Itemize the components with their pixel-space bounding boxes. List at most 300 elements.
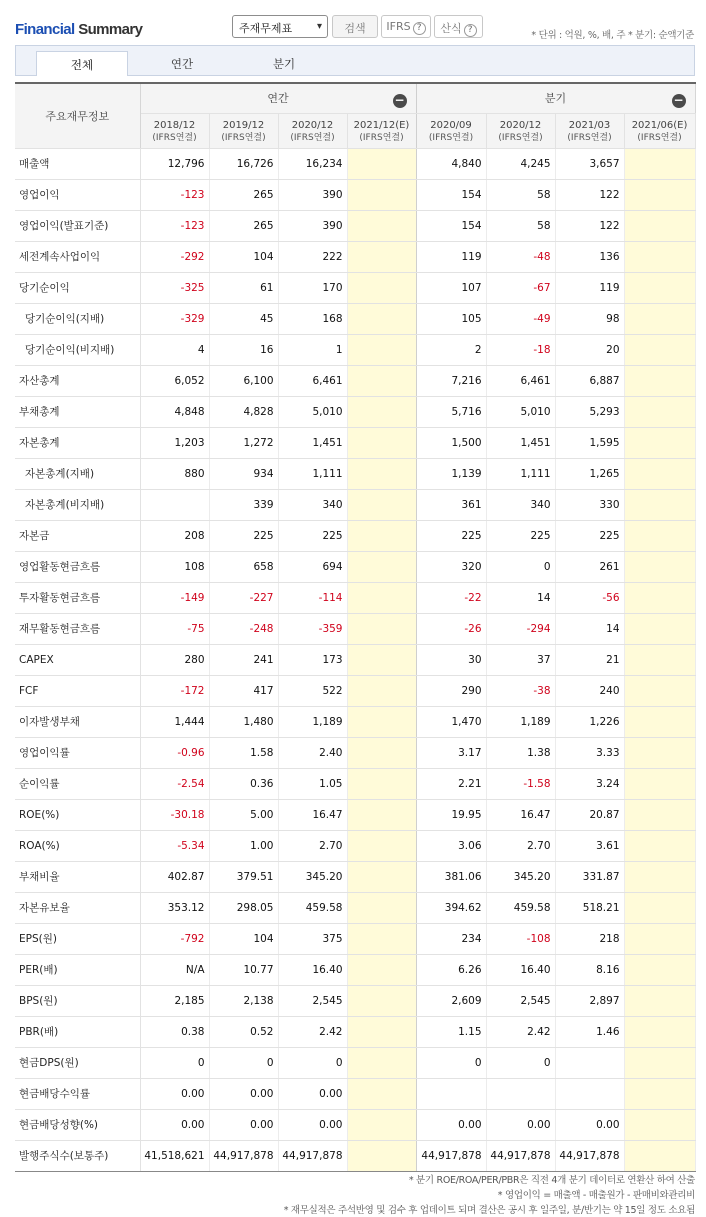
value-cell: 1,272 bbox=[209, 427, 278, 458]
value-cell: 58 bbox=[486, 179, 555, 210]
value-cell: 154 bbox=[416, 210, 486, 241]
table-row bbox=[15, 613, 695, 644]
value-cell: 339 bbox=[209, 489, 278, 520]
table-row bbox=[15, 892, 695, 923]
table-row bbox=[15, 1140, 695, 1171]
value-cell: 265 bbox=[209, 179, 278, 210]
value-cell bbox=[555, 1047, 624, 1078]
value-cell: 0.00 bbox=[140, 1078, 209, 1109]
table-row bbox=[15, 148, 695, 179]
value-cell: 1,139 bbox=[416, 458, 486, 489]
estimate-cell bbox=[347, 210, 416, 241]
value-cell: 0.36 bbox=[209, 768, 278, 799]
value-cell: 0 bbox=[209, 1047, 278, 1078]
help-icon[interactable]: ? bbox=[464, 24, 477, 37]
help-icon[interactable]: ? bbox=[413, 22, 426, 35]
value-cell: 1,203 bbox=[140, 427, 209, 458]
value-cell: 225 bbox=[555, 520, 624, 551]
table-row bbox=[15, 551, 695, 582]
value-cell: 16.47 bbox=[486, 799, 555, 830]
table-row bbox=[15, 241, 695, 272]
value-cell: -1.58 bbox=[486, 768, 555, 799]
table-row bbox=[15, 768, 695, 799]
value-cell: 1.58 bbox=[209, 737, 278, 768]
unit-note: * 단위 : 억원, %, 배, 주 * 분기: 순액기준 bbox=[531, 30, 694, 41]
value-cell: 0 bbox=[486, 1047, 555, 1078]
value-cell: 240 bbox=[555, 675, 624, 706]
value-cell: 390 bbox=[278, 179, 347, 210]
value-cell: 298.05 bbox=[209, 892, 278, 923]
value-cell: 330 bbox=[555, 489, 624, 520]
value-cell: 8.16 bbox=[555, 954, 624, 985]
value-cell: 98 bbox=[555, 303, 624, 334]
value-cell: 225 bbox=[278, 520, 347, 551]
estimate-cell bbox=[624, 1047, 695, 1078]
value-cell: 3.61 bbox=[555, 830, 624, 861]
value-cell: -2.54 bbox=[140, 768, 209, 799]
value-cell: 340 bbox=[278, 489, 347, 520]
value-cell: 0.52 bbox=[209, 1016, 278, 1047]
main-info-header: 주요재무정보 bbox=[15, 83, 140, 148]
estimate-cell bbox=[624, 1140, 695, 1171]
row-label[interactable]: BPS(원) bbox=[15, 985, 140, 1016]
footnote: * 재무실적은 주석반영 및 검수 후 업데이트 되며 결산은 공시 후 일주일, 분/반기는 약 15일 정도 소요됨 bbox=[283, 1205, 695, 1216]
estimate-cell bbox=[624, 551, 695, 582]
value-cell: -227 bbox=[209, 582, 278, 613]
table-row bbox=[15, 489, 695, 520]
value-cell: 1 bbox=[278, 334, 347, 365]
period-basis: (IFRS연결) bbox=[359, 132, 404, 143]
value-cell: 2.40 bbox=[278, 737, 347, 768]
tab-annual[interactable]: 연간 bbox=[170, 57, 194, 71]
table-row bbox=[15, 861, 695, 892]
value-cell: 1,189 bbox=[278, 706, 347, 737]
row-label[interactable]: 영업이익률 bbox=[15, 737, 140, 768]
value-cell: 225 bbox=[416, 520, 486, 551]
value-cell: 241 bbox=[209, 644, 278, 675]
row-label[interactable]: 당기순이익 bbox=[15, 272, 140, 303]
value-cell: 1,451 bbox=[486, 427, 555, 458]
title-second-word: Summary bbox=[78, 21, 143, 38]
estimate-cell bbox=[624, 241, 695, 272]
value-cell: 0.00 bbox=[209, 1078, 278, 1109]
value-cell: 261 bbox=[555, 551, 624, 582]
estimate-cell bbox=[624, 613, 695, 644]
value-cell: 390 bbox=[278, 210, 347, 241]
value-cell: 658 bbox=[209, 551, 278, 582]
value-cell: 14 bbox=[486, 582, 555, 613]
row-label[interactable]: 현금DPS(원) bbox=[15, 1047, 140, 1078]
value-cell: 0.00 bbox=[486, 1109, 555, 1140]
formula-button[interactable] bbox=[434, 15, 483, 38]
value-cell: 1,265 bbox=[555, 458, 624, 489]
value-cell: 381.06 bbox=[416, 861, 486, 892]
table-row bbox=[15, 303, 695, 334]
value-cell: 459.58 bbox=[278, 892, 347, 923]
value-cell: -123 bbox=[140, 210, 209, 241]
value-cell: 19.95 bbox=[416, 799, 486, 830]
statement-type-select[interactable] bbox=[232, 15, 328, 38]
table-row bbox=[15, 396, 695, 427]
period-basis: (IFRS연결) bbox=[152, 132, 197, 143]
table-row bbox=[15, 1047, 695, 1078]
value-cell: 340 bbox=[486, 489, 555, 520]
value-cell: -30.18 bbox=[140, 799, 209, 830]
estimate-cell bbox=[347, 1140, 416, 1171]
estimate-cell bbox=[624, 334, 695, 365]
period-label: 2019/12 bbox=[222, 119, 265, 131]
value-cell: 16,726 bbox=[209, 148, 278, 179]
row-label[interactable]: 당기순이익(지배) bbox=[15, 303, 140, 334]
value-cell: 1,500 bbox=[416, 427, 486, 458]
row-label[interactable]: EPS(원) bbox=[15, 923, 140, 954]
row-label[interactable]: 세전계속사업이익 bbox=[15, 241, 140, 272]
estimate-cell bbox=[624, 1016, 695, 1047]
estimate-cell bbox=[624, 396, 695, 427]
row-label[interactable]: 이자발생부채 bbox=[15, 706, 140, 737]
value-cell: 0 bbox=[486, 551, 555, 582]
row-label[interactable]: CAPEX bbox=[15, 644, 140, 675]
estimate-cell bbox=[624, 272, 695, 303]
estimate-cell bbox=[347, 241, 416, 272]
value-cell: 0.00 bbox=[209, 1109, 278, 1140]
statement-type-value: 주재무제표 bbox=[239, 22, 293, 35]
value-cell: 1,111 bbox=[278, 458, 347, 489]
row-label[interactable]: 영업이익(발표기준) bbox=[15, 210, 140, 241]
estimate-cell bbox=[347, 954, 416, 985]
value-cell: -359 bbox=[278, 613, 347, 644]
estimate-cell bbox=[624, 861, 695, 892]
value-cell: -325 bbox=[140, 272, 209, 303]
row-label[interactable]: 자산총계 bbox=[15, 365, 140, 396]
row-label[interactable]: 영업이익 bbox=[15, 179, 140, 210]
period-label: 2018/12 bbox=[153, 119, 196, 131]
estimate-cell bbox=[347, 799, 416, 830]
value-cell: 6,100 bbox=[209, 365, 278, 396]
value-cell: 1.05 bbox=[278, 768, 347, 799]
value-cell: 1.46 bbox=[555, 1016, 624, 1047]
row-label[interactable]: 부채비율 bbox=[15, 861, 140, 892]
estimate-cell bbox=[347, 489, 416, 520]
table-row bbox=[15, 334, 695, 365]
value-cell: 20.87 bbox=[555, 799, 624, 830]
value-cell: 0 bbox=[278, 1047, 347, 1078]
value-cell: 394.62 bbox=[416, 892, 486, 923]
value-cell: 16,234 bbox=[278, 148, 347, 179]
value-cell bbox=[140, 489, 209, 520]
row-label[interactable]: 순이익률 bbox=[15, 768, 140, 799]
value-cell: 6.26 bbox=[416, 954, 486, 985]
value-cell: 170 bbox=[278, 272, 347, 303]
value-cell: 5,010 bbox=[278, 396, 347, 427]
value-cell: 2,609 bbox=[416, 985, 486, 1016]
row-label[interactable]: 투자활동현금흐름 bbox=[15, 582, 140, 613]
table-row bbox=[15, 427, 695, 458]
value-cell bbox=[555, 1078, 624, 1109]
value-cell: 5.00 bbox=[209, 799, 278, 830]
value-cell: 104 bbox=[209, 923, 278, 954]
value-cell: -49 bbox=[486, 303, 555, 334]
period-header bbox=[555, 113, 624, 148]
ifrs-label: IFRS bbox=[386, 20, 411, 33]
row-label[interactable]: 당기순이익(비지배) bbox=[15, 334, 140, 365]
estimate-cell bbox=[347, 148, 416, 179]
value-cell: 58 bbox=[486, 210, 555, 241]
value-cell: 5,010 bbox=[486, 396, 555, 427]
value-cell: 14 bbox=[555, 613, 624, 644]
period-header bbox=[486, 113, 555, 148]
value-cell: 16.40 bbox=[278, 954, 347, 985]
row-label[interactable]: 현금배당수익률 bbox=[15, 1078, 140, 1109]
estimate-cell bbox=[347, 1047, 416, 1078]
value-cell: 122 bbox=[555, 210, 624, 241]
collapse-quarter-icon[interactable]: − bbox=[673, 93, 684, 107]
value-cell: 417 bbox=[209, 675, 278, 706]
value-cell: 2,185 bbox=[140, 985, 209, 1016]
estimate-cell bbox=[624, 148, 695, 179]
table-row bbox=[15, 1016, 695, 1047]
value-cell: -172 bbox=[140, 675, 209, 706]
table-row bbox=[15, 830, 695, 861]
value-cell: 44,917,878 bbox=[555, 1140, 624, 1171]
row-label[interactable]: ROA(%) bbox=[15, 830, 140, 861]
row-label[interactable]: 매출액 bbox=[15, 148, 140, 179]
table-row bbox=[15, 210, 695, 241]
value-cell: 105 bbox=[416, 303, 486, 334]
value-cell: 2 bbox=[416, 334, 486, 365]
value-cell: 5,293 bbox=[555, 396, 624, 427]
value-cell: 518.21 bbox=[555, 892, 624, 923]
estimate-cell bbox=[347, 520, 416, 551]
value-cell: 345.20 bbox=[278, 861, 347, 892]
value-cell: -108 bbox=[486, 923, 555, 954]
value-cell: 522 bbox=[278, 675, 347, 706]
table-row bbox=[15, 985, 695, 1016]
value-cell: 6,887 bbox=[555, 365, 624, 396]
value-cell: 2.21 bbox=[416, 768, 486, 799]
value-cell: 290 bbox=[416, 675, 486, 706]
value-cell: 4,848 bbox=[140, 396, 209, 427]
value-cell: 3.17 bbox=[416, 737, 486, 768]
estimate-cell bbox=[624, 365, 695, 396]
collapse-annual-icon[interactable]: − bbox=[394, 93, 405, 107]
tab-all[interactable]: 전체 bbox=[36, 51, 128, 76]
estimate-cell bbox=[624, 737, 695, 768]
value-cell: -294 bbox=[486, 613, 555, 644]
estimate-cell bbox=[347, 892, 416, 923]
value-cell: 16 bbox=[209, 334, 278, 365]
table-row bbox=[15, 1109, 695, 1140]
row-label[interactable]: FCF bbox=[15, 675, 140, 706]
value-cell: 12,796 bbox=[140, 148, 209, 179]
period-basis: (IFRS연결) bbox=[567, 132, 612, 143]
period-label: 2021/06(E) bbox=[631, 119, 688, 131]
value-cell: 44,917,878 bbox=[486, 1140, 555, 1171]
period-basis: (IFRS연결) bbox=[290, 132, 335, 143]
value-cell: -123 bbox=[140, 179, 209, 210]
value-cell: 0.00 bbox=[140, 1109, 209, 1140]
estimate-cell bbox=[624, 768, 695, 799]
estimate-cell bbox=[624, 582, 695, 613]
period-basis: (IFRS연결) bbox=[498, 132, 543, 143]
value-cell: 30 bbox=[416, 644, 486, 675]
estimate-cell bbox=[347, 613, 416, 644]
value-cell: 1,451 bbox=[278, 427, 347, 458]
value-cell: N/A bbox=[140, 954, 209, 985]
value-cell: 16.47 bbox=[278, 799, 347, 830]
value-cell: -18 bbox=[486, 334, 555, 365]
value-cell: 3.24 bbox=[555, 768, 624, 799]
value-cell: 402.87 bbox=[140, 861, 209, 892]
row-label[interactable]: 재무활동현금흐름 bbox=[15, 613, 140, 644]
period-tabs bbox=[15, 45, 695, 76]
estimate-cell bbox=[624, 458, 695, 489]
row-label[interactable]: 자본유보율 bbox=[15, 892, 140, 923]
period-basis: (IFRS연결) bbox=[428, 132, 474, 143]
value-cell: 353.12 bbox=[140, 892, 209, 923]
value-cell: 173 bbox=[278, 644, 347, 675]
period-header bbox=[209, 113, 278, 148]
value-cell: 1,226 bbox=[555, 706, 624, 737]
value-cell: 0.00 bbox=[278, 1109, 347, 1140]
value-cell: 3.33 bbox=[555, 737, 624, 768]
value-cell: -48 bbox=[486, 241, 555, 272]
estimate-cell bbox=[347, 923, 416, 954]
value-cell: -38 bbox=[486, 675, 555, 706]
row-label[interactable]: 자본총계(지배) bbox=[15, 458, 140, 489]
value-cell: 136 bbox=[555, 241, 624, 272]
value-cell bbox=[416, 1078, 486, 1109]
value-cell: 222 bbox=[278, 241, 347, 272]
value-cell: 5,716 bbox=[416, 396, 486, 427]
estimate-cell bbox=[347, 706, 416, 737]
value-cell: 1,189 bbox=[486, 706, 555, 737]
estimate-cell bbox=[624, 210, 695, 241]
value-cell: 7,216 bbox=[416, 365, 486, 396]
value-cell: -248 bbox=[209, 613, 278, 644]
value-cell: 21 bbox=[555, 644, 624, 675]
value-cell: -114 bbox=[278, 582, 347, 613]
chevron-down-icon: ▾ bbox=[316, 21, 322, 32]
estimate-cell bbox=[347, 396, 416, 427]
estimate-cell bbox=[347, 861, 416, 892]
value-cell: -22 bbox=[416, 582, 486, 613]
estimate-cell bbox=[624, 489, 695, 520]
estimate-cell bbox=[347, 768, 416, 799]
estimate-cell bbox=[624, 1078, 695, 1109]
estimate-cell bbox=[624, 675, 695, 706]
table-row bbox=[15, 644, 695, 675]
search-button[interactable]: 검색 bbox=[332, 15, 378, 38]
table-row bbox=[15, 737, 695, 768]
value-cell: 45 bbox=[209, 303, 278, 334]
value-cell: 10.77 bbox=[209, 954, 278, 985]
value-cell: -67 bbox=[486, 272, 555, 303]
row-label[interactable]: 자본총계(비지배) bbox=[15, 489, 140, 520]
value-cell: 4,840 bbox=[416, 148, 486, 179]
value-cell: 61 bbox=[209, 272, 278, 303]
estimate-cell bbox=[347, 985, 416, 1016]
value-cell: 1.15 bbox=[416, 1016, 486, 1047]
estimate-cell bbox=[347, 427, 416, 458]
row-label[interactable]: 영업활동현금흐름 bbox=[15, 551, 140, 582]
value-cell: 107 bbox=[416, 272, 486, 303]
row-label[interactable]: 부채총계 bbox=[15, 396, 140, 427]
estimate-cell bbox=[347, 334, 416, 365]
estimate-cell bbox=[347, 303, 416, 334]
value-cell: 694 bbox=[278, 551, 347, 582]
period-label: 2021/12(E) bbox=[353, 119, 410, 131]
value-cell: 37 bbox=[486, 644, 555, 675]
table-row bbox=[15, 799, 695, 830]
value-cell: 1,480 bbox=[209, 706, 278, 737]
value-cell: 320 bbox=[416, 551, 486, 582]
table-row bbox=[15, 365, 695, 396]
estimate-cell bbox=[347, 1078, 416, 1109]
value-cell: 345.20 bbox=[486, 861, 555, 892]
period-label: 2021/03 bbox=[568, 119, 611, 131]
value-cell: 0.00 bbox=[416, 1109, 486, 1140]
row-label[interactable]: 발행주식수(보통주) bbox=[15, 1140, 140, 1171]
estimate-cell bbox=[347, 365, 416, 396]
value-cell: 4,245 bbox=[486, 148, 555, 179]
estimate-cell bbox=[347, 675, 416, 706]
estimate-cell bbox=[624, 923, 695, 954]
value-cell: 44,917,878 bbox=[416, 1140, 486, 1171]
value-cell: -5.34 bbox=[140, 830, 209, 861]
footnotes bbox=[284, 1173, 695, 1217]
value-cell: 1,470 bbox=[416, 706, 486, 737]
tab-quarterly[interactable]: 분기 bbox=[272, 57, 296, 71]
value-cell: 379.51 bbox=[209, 861, 278, 892]
table-row bbox=[15, 582, 695, 613]
table-row bbox=[15, 458, 695, 489]
row-label[interactable]: 자본총계 bbox=[15, 427, 140, 458]
period-header bbox=[140, 113, 209, 148]
value-cell: 880 bbox=[140, 458, 209, 489]
value-cell: -792 bbox=[140, 923, 209, 954]
estimate-cell bbox=[347, 272, 416, 303]
value-cell: 2.42 bbox=[278, 1016, 347, 1047]
value-cell: 225 bbox=[209, 520, 278, 551]
value-cell: 3.06 bbox=[416, 830, 486, 861]
value-cell: 2,545 bbox=[278, 985, 347, 1016]
value-cell: 122 bbox=[555, 179, 624, 210]
row-label[interactable]: ROE(%) bbox=[15, 799, 140, 830]
estimate-cell bbox=[347, 1016, 416, 1047]
estimate-cell bbox=[624, 427, 695, 458]
value-cell: 108 bbox=[140, 551, 209, 582]
estimate-cell bbox=[347, 551, 416, 582]
value-cell: 2,545 bbox=[486, 985, 555, 1016]
row-label[interactable]: PBR(배) bbox=[15, 1016, 140, 1047]
footnote: * 분기 ROE/ROA/PER/PBR은 직전 4개 분기 데이터로 연환산 하여 산출 bbox=[408, 1175, 695, 1186]
row-label[interactable]: 자본금 bbox=[15, 520, 140, 551]
value-cell: 2.70 bbox=[278, 830, 347, 861]
value-cell: 119 bbox=[416, 241, 486, 272]
value-cell: -56 bbox=[555, 582, 624, 613]
ifrs-button[interactable] bbox=[381, 15, 431, 38]
table-row bbox=[15, 272, 695, 303]
value-cell: 375 bbox=[278, 923, 347, 954]
value-cell: 0 bbox=[140, 1047, 209, 1078]
value-cell: 4,828 bbox=[209, 396, 278, 427]
row-label[interactable]: PER(배) bbox=[15, 954, 140, 985]
annual-group-header bbox=[140, 83, 416, 113]
row-label[interactable]: 현금배당성향(%) bbox=[15, 1109, 140, 1140]
value-cell: 280 bbox=[140, 644, 209, 675]
value-cell: -292 bbox=[140, 241, 209, 272]
